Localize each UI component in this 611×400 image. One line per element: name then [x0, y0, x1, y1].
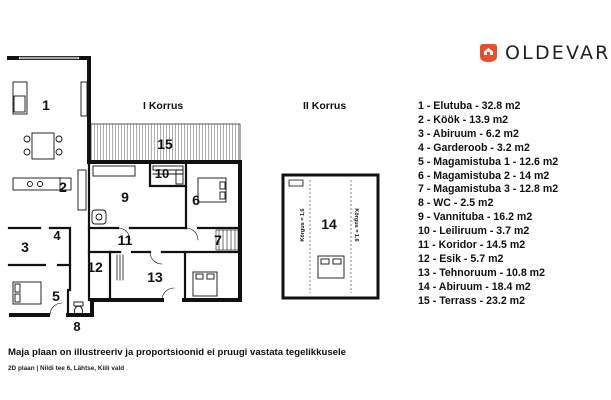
legend-item: 5 - Magamistuba 1 - 12.6 m2	[418, 155, 559, 168]
legend-item: 6 - Magamistuba 2 - 14 m2	[418, 169, 550, 182]
room-number: 11	[117, 232, 133, 248]
height-label-left: Kõrgus = 1,6	[300, 208, 306, 242]
room-number: 15	[157, 136, 173, 152]
entrance-steps	[117, 255, 123, 280]
legend-item: 11 - Koridor - 14.5 m2	[418, 239, 526, 252]
legend-item: 8 - WC - 2.5 m2	[418, 197, 494, 210]
room-number: 10	[154, 166, 170, 181]
legend-item: 13 - Tehnoruum - 10.8 m2	[418, 266, 545, 279]
legend-item: 15 - Terrass - 23.2 m2	[418, 294, 525, 307]
room-number: 7	[214, 232, 222, 248]
bed-bedroom-1	[13, 282, 41, 304]
disclaimer-text: Maja plaan on illustreeriv ja proportsioonid ei pruugi vastata tegelikkusele	[8, 347, 347, 358]
second-floor-label: II Korrus	[303, 100, 347, 112]
room-number: 6	[192, 192, 200, 208]
legend-item: 12 - Esik - 5.7 m2	[418, 252, 504, 265]
bed-bedroom-2	[198, 178, 226, 202]
stair-opening	[289, 180, 303, 186]
room-number: 3	[21, 239, 29, 255]
room-number: 8	[73, 319, 81, 334]
room-number: 12	[87, 259, 103, 275]
legend-item: 7 - Magamistuba 3 - 12.8 m2	[418, 183, 559, 196]
room-legend	[418, 100, 600, 309]
first-floor-label: I Korrus	[143, 100, 184, 112]
brand-logo	[478, 40, 611, 66]
room-number: 1	[42, 97, 50, 113]
dining-table	[24, 133, 62, 159]
bed-bedroom-3	[193, 272, 217, 296]
room-number: 5	[52, 288, 60, 304]
brand-name: OLDEVAR	[505, 42, 611, 64]
legend-item: 9 - Vannituba - 16.2 m2	[418, 211, 533, 224]
bed-attic	[318, 256, 344, 278]
legend-item: 2 - Köök - 13.9 m2	[418, 113, 509, 126]
legend-item: 4 - Garderoob - 3.2 m2	[418, 141, 530, 154]
legend-item: 1 - Elutuba - 32.8 m2	[418, 100, 521, 112]
height-label-right: Kõrgus = 1,6	[353, 208, 359, 242]
plan-address-note: 2D plaan | Nildi tee 6, Lähtse, Kiili vald	[8, 365, 125, 372]
room-number: 13	[147, 269, 163, 285]
legend-item: 14 - Abiruum - 18.4 m2	[418, 280, 531, 293]
sofa	[13, 82, 87, 116]
house-shield-icon	[478, 43, 499, 63]
room-number: 2	[59, 179, 67, 195]
second-floor-plan	[283, 175, 378, 298]
room-number: 14	[321, 216, 337, 232]
room-number: 9	[121, 189, 129, 205]
legend-item: 3 - Abiruum - 6.2 m2	[418, 127, 519, 140]
room-number: 4	[53, 228, 61, 243]
kitchen-furniture	[13, 170, 86, 210]
attic-outline	[283, 175, 378, 298]
legend-item: 10 - Leiliruum - 3.7 m2	[418, 225, 530, 238]
